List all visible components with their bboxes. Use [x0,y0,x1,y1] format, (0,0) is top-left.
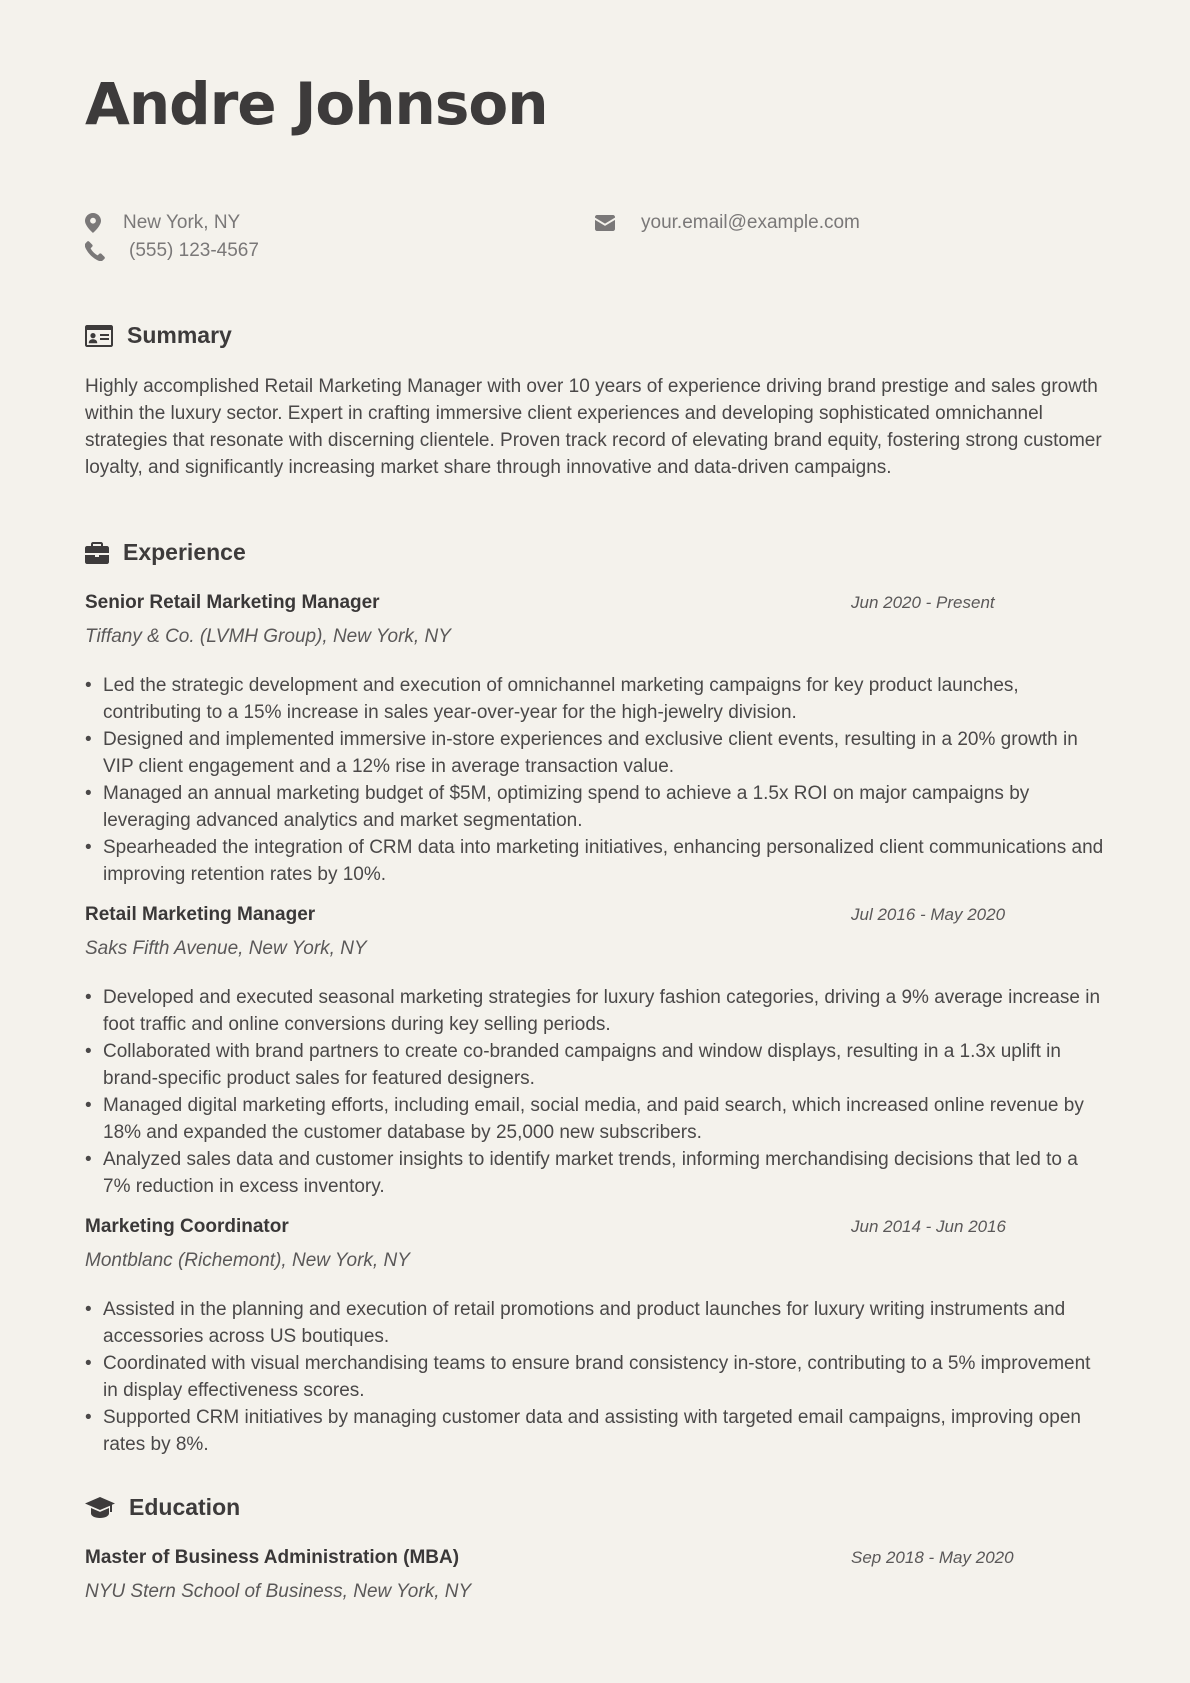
job-bullets [85,672,1105,888]
degree-title: Master of Business Administration (MBA) [85,1547,460,1568]
experience-title: Experience [123,539,246,565]
job-bullets [85,1296,1105,1458]
bullet-item: • Spearheaded the integration of CRM data into marketing initiatives, enhancing personalized client communications and improving retention rates by 10%. [85,834,1105,888]
email-link[interactable]: your.email@example.com [641,212,860,233]
summary-text: Highly accomplished Retail Marketing Manager with over 10 years of experience driving brand prestige and sales growth within the luxury sector. Expert in crafting immersive client experiences and developing sophisticated omnichannel strategies that resonate with discerning clientele. Proven track record of elevating brand equity, fostering strong customer loyalty, and significantly increasing market share through innovative and data-driven campaigns. [85,376,1102,478]
experience-entry [85,904,1105,1197]
education-date: Sep 2018 - May 2020 [851,1548,1014,1567]
id-card-icon [85,325,113,347]
bullet-item: • Coordinated with visual merchandising teams to ensure brand consistency in-store, contributing to a 5% improvement in display effectiveness scores. [85,1350,1105,1404]
bullet-item: • Led the strategic development and execution of omnichannel marketing campaigns for key product launches, contributing to a 15% increase in sales year-over-year for the high-jewelry division. [85,672,1105,726]
bullet-item: • Managed digital marketing efforts, including email, social media, and paid search, which increased online revenue by 18% and expanded the customer database by 25,000 new subscribers. [85,1092,1105,1146]
experience-heading [85,539,246,566]
education-heading [85,1494,240,1521]
education-entry [85,1547,1105,1617]
briefcase-icon [85,542,109,564]
contact-location [85,210,240,236]
candidate-name: Andre Johnson [85,70,548,138]
bullet-item: • Supported CRM initiatives by managing customer data and assisting with targeted email campaigns, improving open rates by 8%. [85,1404,1105,1458]
envelope-icon [595,215,615,231]
job-date: Jun 2020 - Present [851,593,995,612]
contact-info [85,210,1105,270]
graduation-cap-icon [85,1497,115,1519]
summary-title: Summary [127,322,232,348]
map-marker-icon [85,213,101,233]
job-company: Saks Fifth Avenue, New York, NY [85,938,367,959]
contact-email [595,210,860,236]
bullet-item: • Managed an annual marketing budget of $5M, optimizing spend to achieve a 1.5x ROI on major campaigns by leveraging advanced analytics and market segmentation. [85,780,1105,834]
education-title: Education [129,1494,241,1520]
job-title: Senior Retail Marketing Manager [85,592,380,613]
job-company: Tiffany & Co. (LVMH Group), New York, NY [85,626,451,647]
job-company: Montblanc (Richemont), New York, NY [85,1250,410,1271]
bullet-item: • Collaborated with brand partners to create co-branded campaigns and window displays, resulting in a 1.3x uplift in brand-specific product sales for featured designers. [85,1038,1105,1092]
bullet-item: • Analyzed sales data and customer insights to identify market trends, informing merchandising decisions that led to a 7% reduction in excess inventory. [85,1146,1105,1200]
job-bullets [85,984,1105,1200]
summary-heading [85,322,232,349]
job-date: Jun 2014 - Jun 2016 [851,1217,1007,1236]
location-text: New York, NY [123,212,241,233]
bullet-item: • Developed and executed seasonal marketing strategies for luxury fashion categories, driving a 9% average increase in foot traffic and online conversions during key selling periods. [85,984,1105,1038]
school-name: NYU Stern School of Business, New York, NY [85,1581,472,1602]
phone-icon [85,241,105,261]
bullet-item: • Designed and implemented immersive in-store experiences and exclusive client events, resulting in a 20% growth in VIP client engagement and a 12% rise in average transaction value. [85,726,1105,780]
bullet-item: • Assisted in the planning and execution of retail promotions and product launches for luxury writing instruments and accessories across US boutiques. [85,1296,1105,1350]
experience-entry [85,592,1105,885]
job-title: Marketing Coordinator [85,1216,289,1237]
experience-entry [85,1216,1105,1456]
job-date: Jul 2016 - May 2020 [851,905,1006,924]
phone-text: (555) 123-4567 [129,240,259,261]
job-title: Retail Marketing Manager [85,904,316,925]
contact-phone [85,238,259,264]
